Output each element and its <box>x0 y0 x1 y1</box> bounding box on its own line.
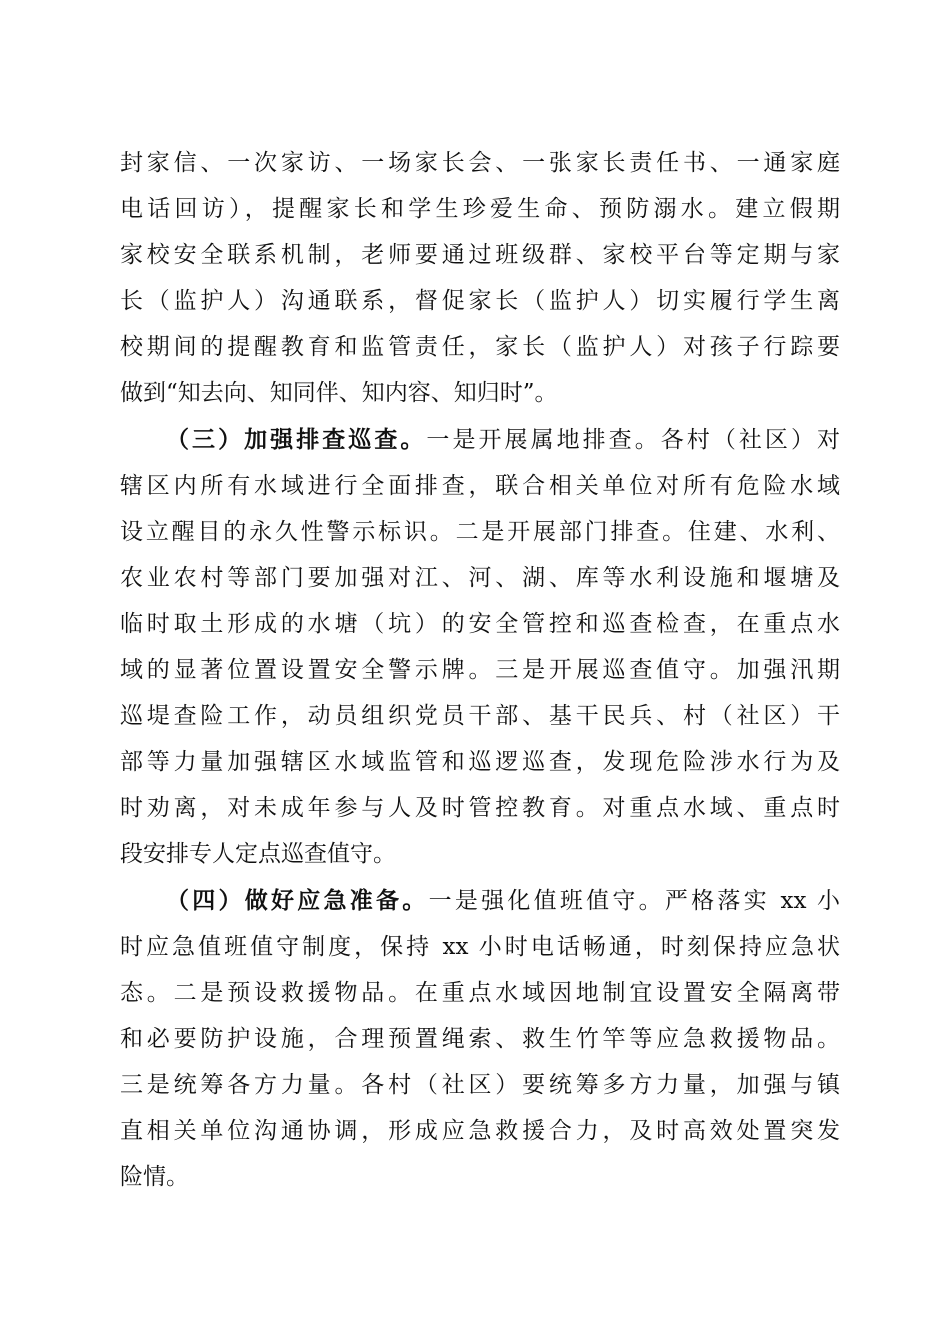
section-3-line-10: 段安排专人定点巡查值守。 <box>120 841 396 868</box>
section-3-line-5: 临时取土形成的水塘（坑）的安全管控和巡查检查，在重点水 <box>120 610 840 637</box>
section-3-first-line <box>120 417 840 463</box>
section-4-first-line <box>120 878 840 924</box>
section-3-line-9: 时劝离，对未成年参与人及时管控教育。对重点水域、重点时 <box>120 795 840 822</box>
paragraph-1-line-6: 做到“知去向、知同伴、知内容、知归时”。 <box>120 380 558 407</box>
section-3-first-line-text: 一是开展属地排查。各村（社区）对 <box>426 426 841 453</box>
paragraph-1-line-2: 电话回访），提醒家长和学生珍爱生命、预防溺水。建立假期 <box>120 196 840 223</box>
section-4-heading: （四）做好应急准备。 <box>166 886 429 914</box>
section-3-line-6: 域的显著位置设置安全警示牌。三是开展巡查值守。加强汛期 <box>120 657 840 684</box>
section-4-line-6: 直相关单位沟通协调，形成应急救援合力，及时高效处置突发 <box>120 1117 840 1144</box>
paragraph-1-line-5: 校期间的提醒教育和监管责任，家长（监护人）对孩子行踪要 <box>120 334 840 361</box>
section-3-line-7: 巡堤查险工作，动员组织党员干部、基干民兵、村（社区）干 <box>120 703 840 730</box>
section-4-line-4: 和必要防护设施，合理预置绳索、救生竹竿等应急救援物品。 <box>120 1025 840 1052</box>
section-3-line-2: 辖区内所有水域进行全面排查，联合相关单位对所有危险水域 <box>120 472 840 499</box>
body-text <box>120 140 840 1200</box>
section-3-heading: （三）加强排查巡查。 <box>166 425 427 453</box>
section-3-line-4: 农业农村等部门要加强对江、河、湖、库等水利设施和堰塘及 <box>120 564 840 591</box>
section-4-line-5: 三是统筹各方力量。各村（社区）要统筹多方力量，加强与镇 <box>120 1071 840 1098</box>
section-4-line-7: 险情。 <box>120 1164 189 1191</box>
paragraph-1-line-1: 封家信、一次家访、一场家长会、一张家长责任书、一通家庭 <box>120 150 840 176</box>
section-4-first-line-text: 一是强化值班值守。严格落实 xx 小 <box>428 887 840 914</box>
paragraph-1-line-3: 家校安全联系机制，老师要通过班级群、家校平台等定期与家 <box>120 242 840 269</box>
paragraph-1-line-4: 长（监护人）沟通联系，督促家长（监护人）切实履行学生离 <box>120 288 840 315</box>
section-3-line-3: 设立醒目的永久性警示标识。二是开展部门排查。住建、水利、 <box>120 518 840 545</box>
section-3-line-8: 部等力量加强辖区水域监管和巡逻巡查，发现危险涉水行为及 <box>120 749 840 776</box>
section-4-line-2: 时应急值班值守制度，保持 xx 小时电话畅通，时刻保持应急状 <box>120 933 840 960</box>
section-4-line-3: 态。二是预设救援物品。在重点水域因地制宜设置安全隔离带 <box>120 979 840 1006</box>
